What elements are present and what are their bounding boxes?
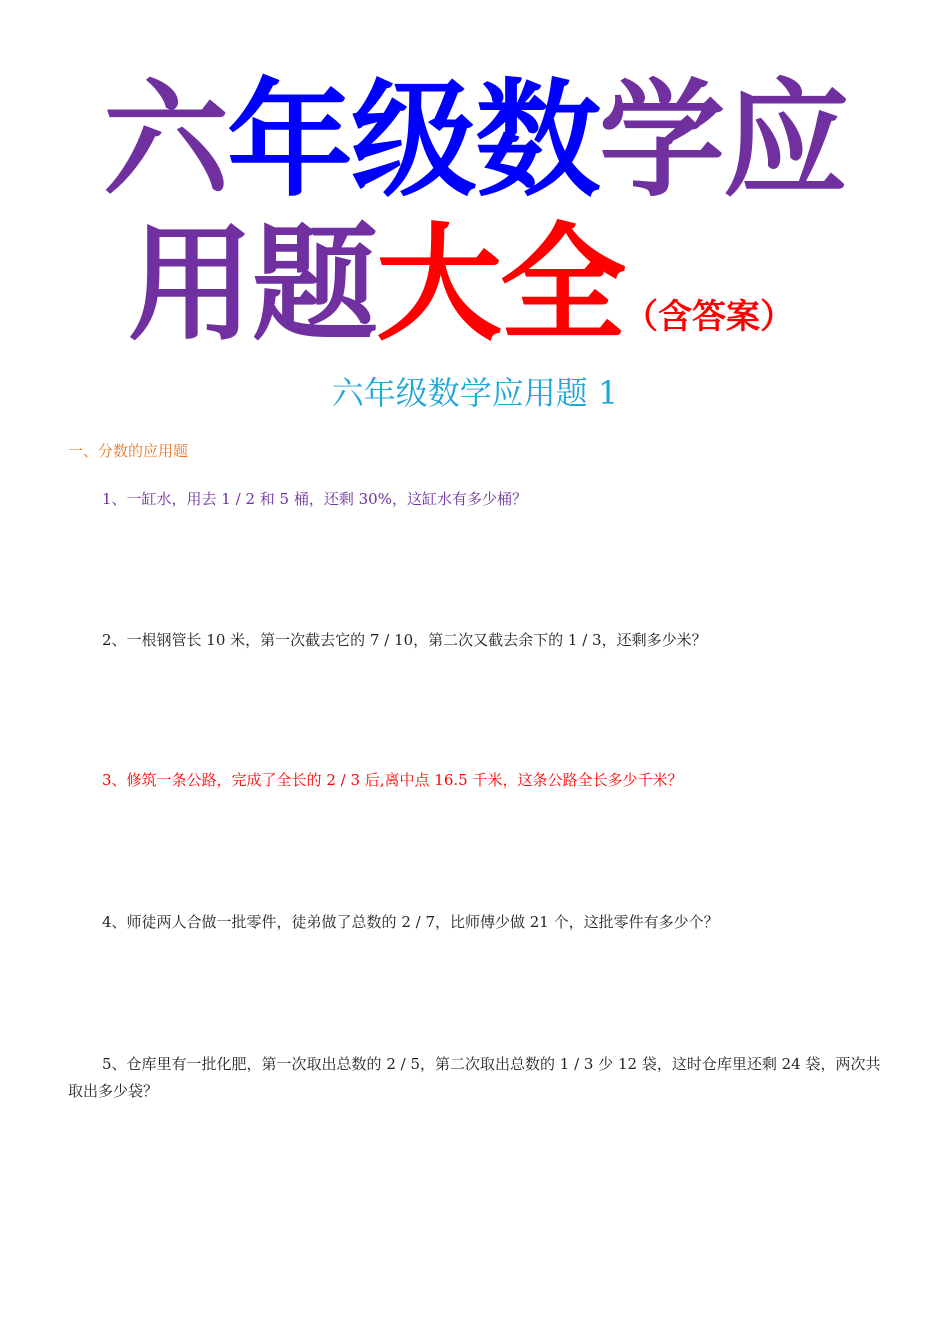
question-1: 1、一缸水，用去 1 / 2 和 5 桶，还剩 30%，这缸水有多少桶？ (102, 490, 527, 508)
question-5: 5、仓库里有一批化肥，第一次取出总数的 2 / 5，第二次取出总数的 1 / 3 少 12 袋，这时仓库里还剩 24 袋，两次共取出多少袋？ (68, 1055, 881, 1100)
title-part: 用题 (128, 211, 376, 358)
title-line-1 (0, 67, 950, 214)
title-line-2 (128, 211, 794, 358)
title-part: 学应 (599, 67, 847, 214)
title-part: 大全 (376, 211, 624, 358)
title-part: 年级数 (227, 67, 599, 214)
page-subtitle: 六年级数学应用题 1 (331, 374, 619, 412)
question-2: 2、一根钢管长 10 米，第一次截去它的 7 / 10，第二次又截去余下的 1 / 3，还剩多少米？ (102, 631, 707, 649)
title-suffix: （含答案） (624, 297, 794, 337)
title-part: 六 (103, 67, 227, 214)
question-3: 3、修筑一条公路，完成了全长的 2 / 3 后,离中点 16.5 千米，这条公路全长多少千米？ (102, 771, 683, 789)
question-4: 4、师徒两人合做一批零件，徒弟做了总数的 2 / 7，比师傅少做 21 个，这批零件有多少个？ (102, 913, 719, 931)
section-heading: 一、分数的应用题 (68, 442, 189, 460)
